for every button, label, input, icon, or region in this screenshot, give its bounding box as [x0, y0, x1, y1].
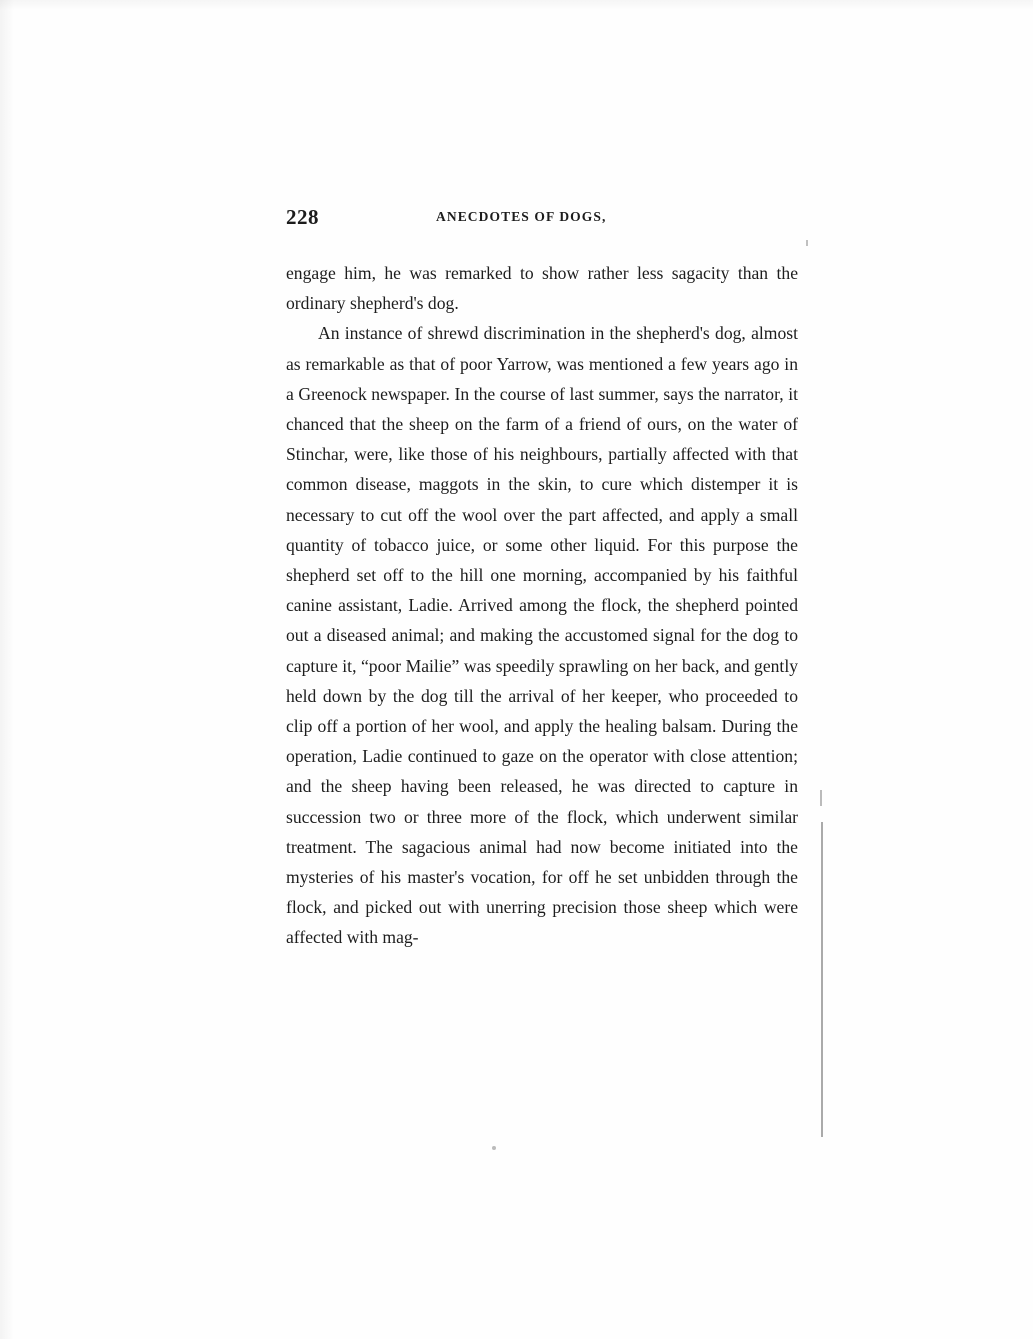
running-head: ANECDOTES OF DOGS,: [436, 209, 607, 224]
body-text-column: [286, 258, 798, 953]
scan-artifact-mark: [806, 240, 808, 246]
page-edge-shadow-top: [0, 0, 1033, 10]
page-header: [286, 205, 796, 227]
page-number: 228: [286, 205, 319, 229]
paragraph-continuation: engage him, he was remarked to show rather less sagacity than the ordinary shepherd's dog.: [286, 263, 798, 314]
scan-artifact-bar: [821, 822, 823, 1137]
page-edge-shadow-left: [0, 0, 14, 1339]
scan-artifact-tick: [820, 790, 822, 806]
paragraph-main: An instance of shrewd discrimination in the shepherd's dog, almost as remarkable as that of poor Yarrow, was mentioned a few years ago in a Greenock newspaper. In the course of last summer, says the narrator, it chanced that the sheep on the farm of a friend of ours, on the water of Stinchar, were, like those of his neighbours, partially affected with that common disease, maggots in the skin, to cure which distemper it is necessary to cut off the wool over the part affected, and apply a small quantity of tobacco juice, or some other liquid. For this purpose the shepherd set off to the hill one morning, accompanied by his faithful canine assistant, Ladie. Arrived among the flock, the shepherd pointed out a diseased animal; and making the accustomed signal for the dog to capture it, “poor Mailie” was speedily sprawling on her back, and gently held down by the dog till the arrival of her keeper, who proceeded to clip off a portion of her wool, and apply the healing balsam. During the operation, Ladie continued to gaze on the operator with close attention; and the sheep having been released, he was directed to capture in succession two or three more of the flock, which underwent similar treatment. The sagacious animal had now become initiated into the mysteries of his master's vocation, for off he set unbidden through the flock, and picked out with unerring precision those sheep which were affected with mag-: [286, 323, 798, 948]
scan-artifact-dot: [492, 1146, 496, 1150]
